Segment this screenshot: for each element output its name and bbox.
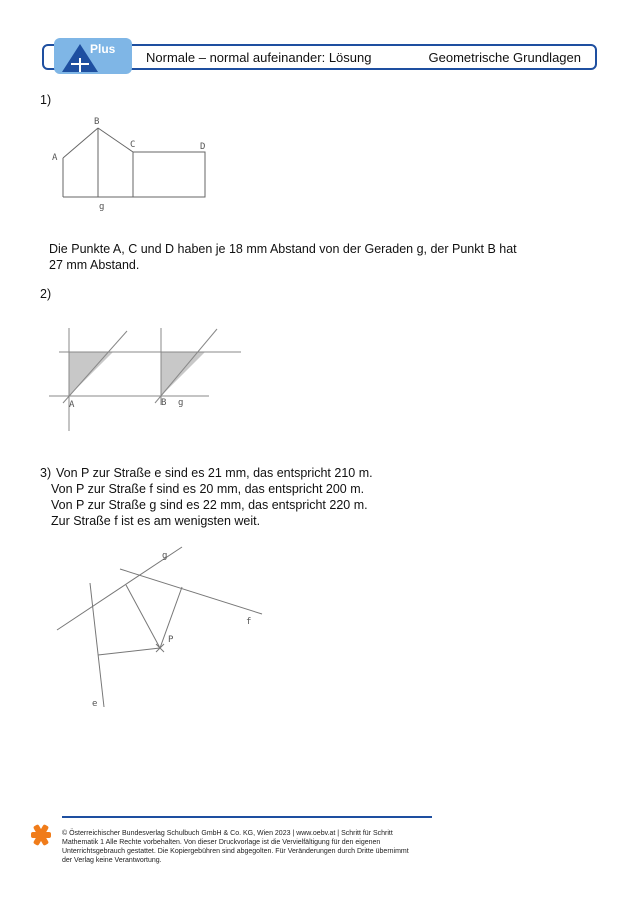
footer-line1: © Österreichischer Bundesverlag Schulbuch GmbH & Co. KG, Wien 2023 | www.oebv.at | Schritt für Schritt [62,830,393,837]
task2-figure [45,325,245,435]
task3-line1: Von P zur Straße e sind es 21 mm, das entspricht 210 m. [56,466,373,480]
logo-label: Plus [90,42,116,56]
label-e: e [92,699,98,709]
plus-logo [54,38,132,74]
task2-number: 2) [40,287,52,301]
label-B: B [94,117,100,127]
label-A: A [52,153,58,163]
footer-line3: Unterrichtsgebrauch gestattet. Die Kopiergebühren sind abgegolten. Für Veränderungen durch Dritte übernimmt [62,848,409,855]
subject-label: Geometrische Grundlagen [428,50,581,65]
publisher-logo-icon [28,822,54,848]
footer-line2: Mathematik 1 Alle Rechte vorbehalten. Von dieser Druckvorlage ist die Vervielfältigung für den eigenen [62,839,381,846]
task3-line2: Von P zur Straße f sind es 20 mm, das entspricht 200 m. [51,482,365,496]
label-g: g [99,202,105,212]
task3-line4: Zur Straße f ist es am wenigsten weit. [51,514,261,528]
task1-figure [48,112,218,217]
label-C: C [130,140,136,150]
label-B: B [161,398,167,408]
footer-copyright [62,829,462,865]
label-P: P [168,635,174,645]
footer-line4: der Verlag keine Verantwortung. [62,857,162,864]
task1-answer-line2: 27 mm Abstand. [49,258,140,272]
label-f: f [246,617,252,627]
label-g: g [178,398,184,408]
task1-answer-line1: Die Punkte A, C und D haben je 18 mm Abstand von der Geraden g, der Punkt B hat [49,242,517,256]
label-g: g [162,551,168,561]
task1-number: 1) [40,93,52,107]
label-D: D [200,142,206,152]
label-A: A [69,400,75,410]
task3-line3: Von P zur Straße g sind es 22 mm, das entspricht 220 m. [51,498,368,512]
task3-figure [54,545,274,715]
page-title: Normale – normal aufeinander: Lösung [146,50,372,65]
task3-number: 3) [40,466,52,480]
footer-divider [62,816,432,818]
